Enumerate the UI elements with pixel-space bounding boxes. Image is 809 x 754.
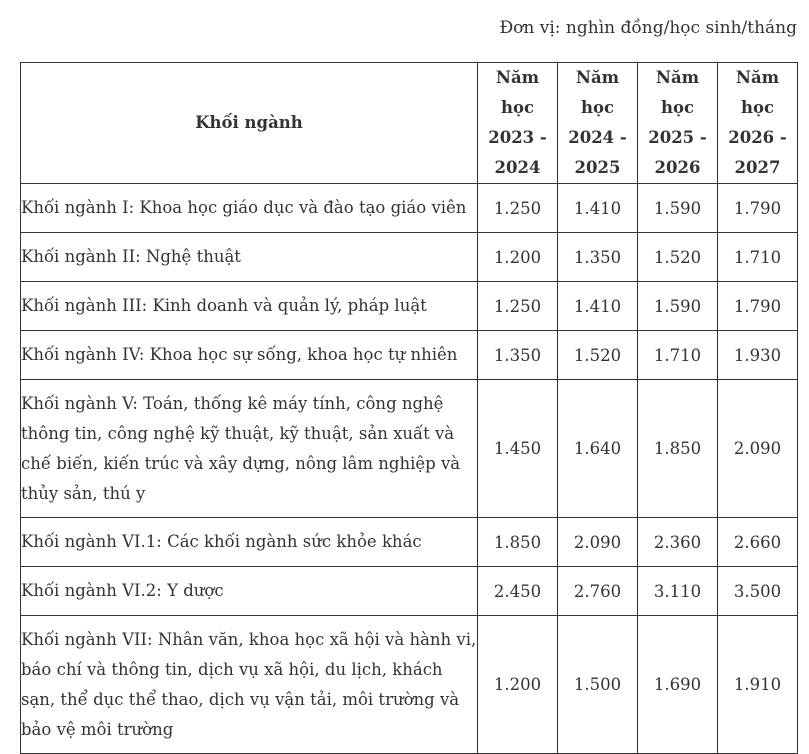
tuition-table [20,62,798,754]
value-cell: 2.660 [718,518,798,567]
value-cell: 1.910 [718,616,798,754]
value-cell: 1.520 [638,233,718,282]
group-cell: Khối ngành VI.2: Y dược [21,567,478,616]
value-cell: 1.450 [478,380,558,518]
header-year-2026-2027: Năm học 2026 - 2027 [718,63,798,184]
table-row [21,184,798,233]
value-cell: 1.850 [638,380,718,518]
group-cell: Khối ngành VII: Nhân văn, khoa học xã hội và hành vi, báo chí và thông tin, dịch vụ xã hội, du lịch, khách sạn, thể dục thể thao, dịch vụ vận tải, môi trường và bảo vệ môi trường [21,616,478,754]
value-cell: 1.410 [558,282,638,331]
group-cell: Khối ngành I: Khoa học giáo dục và đào tạo giáo viên [21,184,478,233]
table-row [21,233,798,282]
header-group: Khối ngành [21,63,478,184]
group-cell: Khối ngành V: Toán, thống kê máy tính, công nghệ thông tin, công nghệ kỹ thuật, kỹ thuật, sản xuất và chế biến, kiến trúc và xây dựng, nông lâm nghiệp và thủy sản, thú y [21,380,478,518]
value-cell: 1.250 [478,282,558,331]
group-cell: Khối ngành IV: Khoa học sự sống, khoa học tự nhiên [21,331,478,380]
table-header-row [21,63,798,184]
value-cell: 1.200 [478,616,558,754]
value-cell: 1.350 [478,331,558,380]
value-cell: 1.350 [558,233,638,282]
table-row [21,282,798,331]
table-row [21,616,798,754]
header-year-2024-2025: Năm học 2024 - 2025 [558,63,638,184]
value-cell: 1.250 [478,184,558,233]
value-cell: 1.930 [718,331,798,380]
group-cell: Khối ngành III: Kinh doanh và quản lý, pháp luật [21,282,478,331]
value-cell: 1.500 [558,616,638,754]
value-cell: 3.110 [638,567,718,616]
value-cell: 1.790 [718,282,798,331]
header-year-2025-2026: Năm học 2025 - 2026 [638,63,718,184]
unit-note: Đơn vị: nghìn đồng/học sinh/tháng [499,18,797,38]
value-cell: 1.200 [478,233,558,282]
value-cell: 2.360 [638,518,718,567]
value-cell: 1.590 [638,282,718,331]
value-cell: 1.520 [558,331,638,380]
value-cell: 1.590 [638,184,718,233]
value-cell: 1.410 [558,184,638,233]
group-cell: Khối ngành VI.1: Các khối ngành sức khỏe khác [21,518,478,567]
value-cell: 2.450 [478,567,558,616]
value-cell: 1.690 [638,616,718,754]
table-row [21,380,798,518]
value-cell: 1.710 [718,233,798,282]
value-cell: 1.710 [638,331,718,380]
header-year-2023-2024: Năm học 2023 - 2024 [478,63,558,184]
value-cell: 2.760 [558,567,638,616]
value-cell: 3.500 [718,567,798,616]
table-row [21,518,798,567]
value-cell: 1.790 [718,184,798,233]
value-cell: 2.090 [558,518,638,567]
table-row [21,567,798,616]
table-row [21,331,798,380]
group-cell: Khối ngành II: Nghệ thuật [21,233,478,282]
value-cell: 2.090 [718,380,798,518]
value-cell: 1.640 [558,380,638,518]
value-cell: 1.850 [478,518,558,567]
